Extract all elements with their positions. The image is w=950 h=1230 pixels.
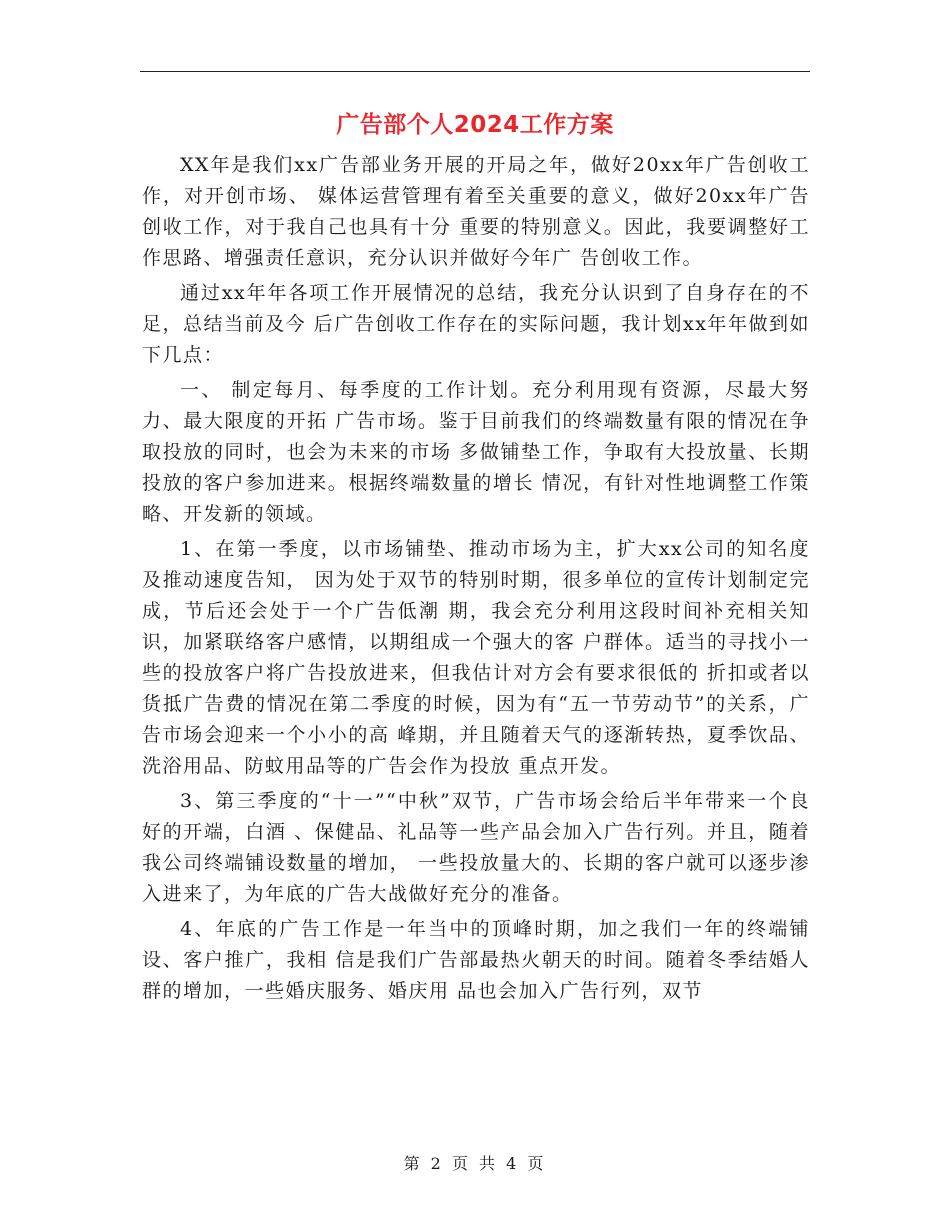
page-footer: 第 2 页 共 4 页	[403, 1154, 547, 1173]
paragraph-third-quarter: 3、第三季度的“十一”“中秋”双节，广告市场会给后半年带来一个良好的开端，白酒 、保健品、礼品等一些产品会加入广告行列。并且，随着我公司终端铺设数量的增加， 一些投放量大的、长期的客户就可以逐步渗入进来了，为年底的广告大战做好充分的准备。	[142, 790, 810, 905]
paragraph-plan-one: 一、 制定每月、每季度的工作计划。充分利用现有资源，尽最大努力、最大限度的开拓 广告市场。鉴于目前我们的终端数量有限的情况在争取投放的同时，也会为未来的市场 多做铺垫工作，争取有大投放量、长期投放的客户参加进来。根据终端数量的增长 情况，有针对性地调整工作策略、开发新的领域。	[142, 379, 810, 525]
header-rule	[140, 71, 810, 72]
paragraph-summary: 通过xx年年各项工作开展情况的总结，我充分认识到了自身存在的不足，总结当前及今 后广告创收工作存在的实际问题，我计划xx年年做到如下几点：	[142, 282, 810, 366]
document-body	[142, 150, 810, 1011]
paragraph-year-end: 4、年底的广告工作是一年当中的顶峰时期，加之我们一年的终端铺设、客户推广，我相 信是我们广告部最热火朝天的时间。随着冬季结婚人群的增加，一些婚庆服务、婚庆用 品也会加入广告行列，双节	[142, 918, 810, 1002]
paragraph-intro: XX年是我们xx广告部业务开展的开局之年，做好20xx年广告创收工作，对开创市场、 媒体运营管理有着至关重要的意义，做好20xx年广告创收工作，对于我自己也具有十分 重要的特别意义。因此，我要调整好工作思路、增强责任意识，充分认识并做好今年广 告创收工作。	[142, 154, 810, 269]
document-title: 广告部个人2024工作方案	[336, 112, 614, 138]
paragraph-first-quarter: 1、在第一季度，以市场铺垫、推动市场为主，扩大xx公司的知名度及推动速度告知， 因为处于双节的特别时期，很多单位的宣传计划制定完成，节后还会处于一个广告低潮 期，我会充分利用这段时间补充相关知识，加紧联络客户感情，以期组成一个强大的客 户群体。适当的寻找小一些的投放客户将广告投放进来，但我估计对方会有要求很低的 折扣或者以货抵广告费的情况在第二季度的时候，因为有“五一节劳动节”的关系，广告市场会迎来一个小小的高 峰期，并且随着天气的逐渐转热，夏季饮品、洗浴用品、防蚊用品等的广告会作为投放 重点开发。	[142, 538, 810, 777]
